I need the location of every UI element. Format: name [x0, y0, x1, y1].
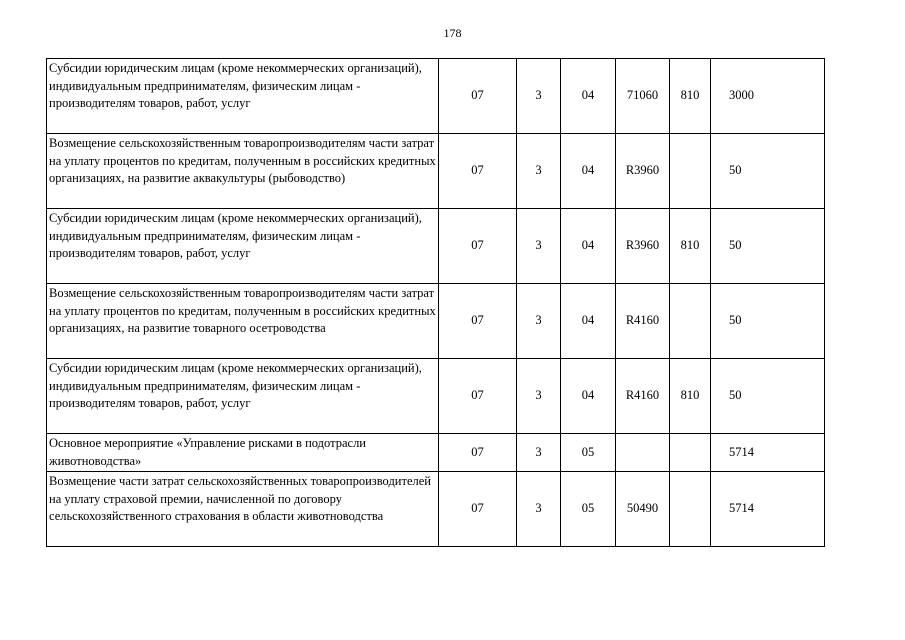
- row-subprogram-code: 05: [561, 472, 616, 547]
- row-amount: 3000: [711, 59, 825, 134]
- row-subprogram-code: 04: [561, 359, 616, 434]
- row-description: Субсидии юридическим лицам (кроме некоммерческих организаций), индивидуальным предпринимателям, физическим лицам - производителям товаров, работ, услуг: [47, 59, 439, 134]
- row-program-code: 3: [517, 472, 561, 547]
- row-amount: 50: [711, 359, 825, 434]
- row-program-code: 3: [517, 434, 561, 472]
- row-amount: 5714: [711, 434, 825, 472]
- row-target-code: R3960: [616, 209, 670, 284]
- row-target-code: 71060: [616, 59, 670, 134]
- row-subprogram-code: 04: [561, 209, 616, 284]
- table-row: [47, 434, 825, 472]
- row-section-code: 07: [439, 359, 517, 434]
- row-description: Субсидии юридическим лицам (кроме некоммерческих организаций), индивидуальным предпринимателям, физическим лицам - производителям товаров, работ, услуг: [47, 359, 439, 434]
- row-description: Возмещение сельскохозяйственным товаропроизводителям части затрат на уплату процентов по кредитам, полученным в российских кредитных организациях, на развитие товарного осетроводства: [47, 284, 439, 359]
- row-description: Основное мероприятие «Управление рисками в подотрасли животноводства»: [47, 434, 439, 472]
- row-section-code: 07: [439, 134, 517, 209]
- row-target-code: 50490: [616, 472, 670, 547]
- row-description: Возмещение части затрат сельскохозяйственных товаропроизводителей на уплату страховой премии, начисленной по договору сельскохозяйственного страхования в области животноводства: [47, 472, 439, 547]
- row-expense-type: 810: [670, 59, 711, 134]
- row-expense-type: 810: [670, 359, 711, 434]
- row-section-code: 07: [439, 284, 517, 359]
- row-program-code: 3: [517, 59, 561, 134]
- row-program-code: 3: [517, 209, 561, 284]
- row-program-code: 3: [517, 359, 561, 434]
- row-expense-type: 810: [670, 209, 711, 284]
- row-target-code: R4160: [616, 359, 670, 434]
- row-section-code: 07: [439, 472, 517, 547]
- table-row: [47, 359, 825, 434]
- table-row: [47, 284, 825, 359]
- table-row: [47, 209, 825, 284]
- row-expense-type: [670, 284, 711, 359]
- row-amount: 5714: [711, 472, 825, 547]
- row-subprogram-code: 04: [561, 59, 616, 134]
- row-section-code: 07: [439, 59, 517, 134]
- table-row: [47, 59, 825, 134]
- row-expense-type: [670, 134, 711, 209]
- row-target-code: [616, 434, 670, 472]
- row-expense-type: [670, 434, 711, 472]
- row-target-code: R3960: [616, 134, 670, 209]
- row-expense-type: [670, 472, 711, 547]
- row-program-code: 3: [517, 284, 561, 359]
- row-description: Возмещение сельскохозяйственным товаропроизводителям части затрат на уплату процентов по кредитам, полученным в российских кредитных организациях, на развитие аквакультуры (рыбоводство): [47, 134, 439, 209]
- row-section-code: 07: [439, 434, 517, 472]
- row-program-code: 3: [517, 134, 561, 209]
- row-subprogram-code: 05: [561, 434, 616, 472]
- page-number: 178: [443, 26, 462, 40]
- row-subprogram-code: 04: [561, 134, 616, 209]
- budget-table: [46, 58, 825, 547]
- row-description: Субсидии юридическим лицам (кроме некоммерческих организаций), индивидуальным предпринимателям, физическим лицам - производителям товаров, работ, услуг: [47, 209, 439, 284]
- table-row: [47, 472, 825, 547]
- row-amount: 50: [711, 284, 825, 359]
- row-section-code: 07: [439, 209, 517, 284]
- table-row: [47, 134, 825, 209]
- row-subprogram-code: 04: [561, 284, 616, 359]
- row-target-code: R4160: [616, 284, 670, 359]
- row-amount: 50: [711, 209, 825, 284]
- row-amount: 50: [711, 134, 825, 209]
